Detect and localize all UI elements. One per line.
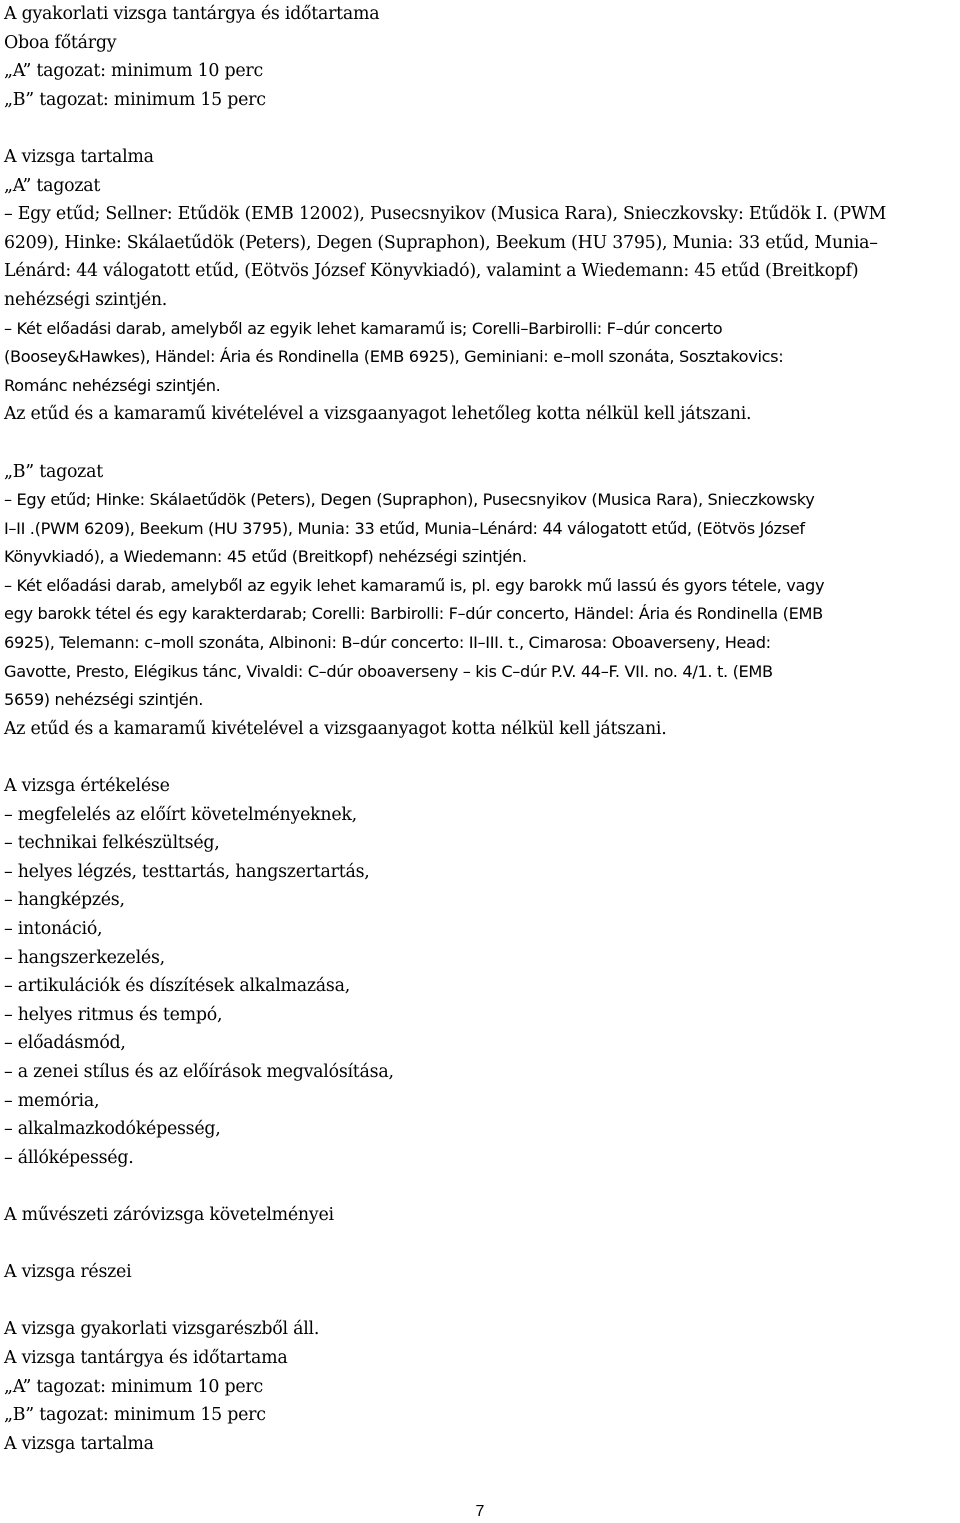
exam-parts-text: A vizsga gyakorlati vizsgarészből áll. (4, 1319, 320, 1340)
a-track-note: Az etűd és a kamaramű kivételével a vizsgaanyagot lehetőleg kotta nélkül kell játszani. (4, 404, 752, 425)
b-piece-line: 5659) nehézségi szintjén. (4, 690, 204, 710)
exam-subject-heading: A vizsga tantárgya és időtartama (4, 1347, 288, 1368)
b-etude-line: – Egy etűd; Hinke: Skálaetűdök (Peters), Degen (Supraphon), Pusecsnyikov (Musica Rara), Snieczkowsky (4, 490, 815, 510)
b-track-heading: „B” tagozat (4, 461, 103, 482)
evaluation-item: – helyes ritmus és tempó, (4, 1004, 223, 1025)
evaluation-item: – alkalmazkodóképesség, (4, 1119, 221, 1140)
a-etude-line: 6209), Hinke: Skálaetűdök (Peters), Degen (Supraphon), Beekum (HU 3795), Munia: 33 etűd, Munia– (4, 232, 878, 253)
page-number: 7 (475, 1503, 485, 1520)
final-a-track-duration: „A” tagozat: minimum 10 perc (4, 1376, 263, 1397)
b-piece-line: egy barokk tétel és egy karakterdarab; Corelli: Barbirolli: F–dúr concerto, Händel: Ária és Rondinella (EMB (4, 604, 823, 624)
a-piece-line: (Boosey&Hawkes), Händel: Ária és Rondinella (EMB 6925), Geminiani: e–moll szonáta, Sosztakovics: (4, 347, 784, 367)
a-etude-line: Lénárd: 44 válogatott etűd, (Eötvös József Könyvkiadó), valamint a Wiedemann: 45 etűd (Breitkopf) (4, 261, 859, 282)
evaluation-item: – a zenei stílus és az előírások megvalósítása, (4, 1061, 394, 1082)
b-track-duration: „B” tagozat: minimum 15 perc (4, 89, 266, 110)
final-b-track-duration: „B” tagozat: minimum 15 perc (4, 1405, 266, 1426)
evaluation-item: – helyes légzés, testtartás, hangszertartás, (4, 861, 370, 882)
a-track-heading: „A” tagozat (4, 175, 101, 196)
evaluation-heading: A vizsga értékelése (4, 776, 170, 797)
evaluation-item: – artikulációk és díszítések alkalmazása, (4, 976, 350, 997)
subject-title: Oboa főtárgy (4, 32, 117, 53)
evaluation-item: – állóképesség. (4, 1147, 134, 1168)
a-track-duration: „A” tagozat: minimum 10 perc (4, 61, 263, 82)
exam-parts-heading: A vizsga részei (4, 1262, 132, 1283)
b-piece-line: 6925), Telemann: c–moll szonáta, Albinoni: B–dúr concerto: II–III. t., Cimarosa: Oboaverseny, Head: (4, 633, 771, 653)
evaluation-item: – intonáció, (4, 919, 103, 939)
b-etude-line: I–II .(PWM 6209), Beekum (HU 3795), Munia: 33 etűd, Munia–Lénárd: 44 válogatott etűd, (Eötvös József (4, 518, 805, 538)
evaluation-item: – memória, (4, 1090, 100, 1111)
document-page (4, 0, 958, 1458)
evaluation-item: – hangképzés, (4, 890, 125, 911)
a-piece-line: Románc nehézségi szintjén. (4, 375, 221, 395)
evaluation-item: – technikai felkészültség, (4, 833, 220, 854)
content-heading: A vizsga tartalma (4, 146, 154, 167)
b-piece-line: Gavotte, Presto, Elégikus tánc, Vivaldi: C–dúr oboaverseny – kis C–dúr P.V. 44–F. VII. no. 4/1. t. (EMB (4, 661, 773, 681)
b-track-note: Az etűd és a kamaramű kivételével a vizsgaanyagot kotta nélkül kell játszani. (4, 718, 667, 739)
evaluation-item: – előadásmód, (4, 1033, 126, 1054)
evaluation-item: – megfelelés az előírt követelményeknek, (4, 804, 357, 825)
b-piece-line: – Két előadási darab, amelyből az egyik lehet kamaramű is, pl. egy barokk mű lassú és gyors tétele, vagy (4, 575, 825, 595)
final-exam-heading: A művészeti záróvizsga követelményei (4, 1204, 334, 1225)
a-etude-line: – Egy etűd; Sellner: Etűdök (EMB 12002), Pusecsnyikov (Musica Rara), Snieczkovsky: Etűdök I. (PWM (4, 204, 887, 225)
b-etude-line: Könyvkiadó), a Wiedemann: 45 etűd (Breitkopf) nehézségi szintjén. (4, 547, 527, 567)
final-content-heading: A vizsga tartalma (4, 1433, 154, 1454)
a-etude-line: nehézségi szintjén. (4, 289, 168, 310)
a-piece-line: – Két előadási darab, amelyből az egyik lehet kamaramű is; Corelli–Barbirolli: F–dúr concerto (4, 318, 723, 338)
section-heading: A gyakorlati vizsga tantárgya és időtartama (4, 4, 380, 24)
evaluation-item: – hangszerkezelés, (4, 947, 165, 968)
